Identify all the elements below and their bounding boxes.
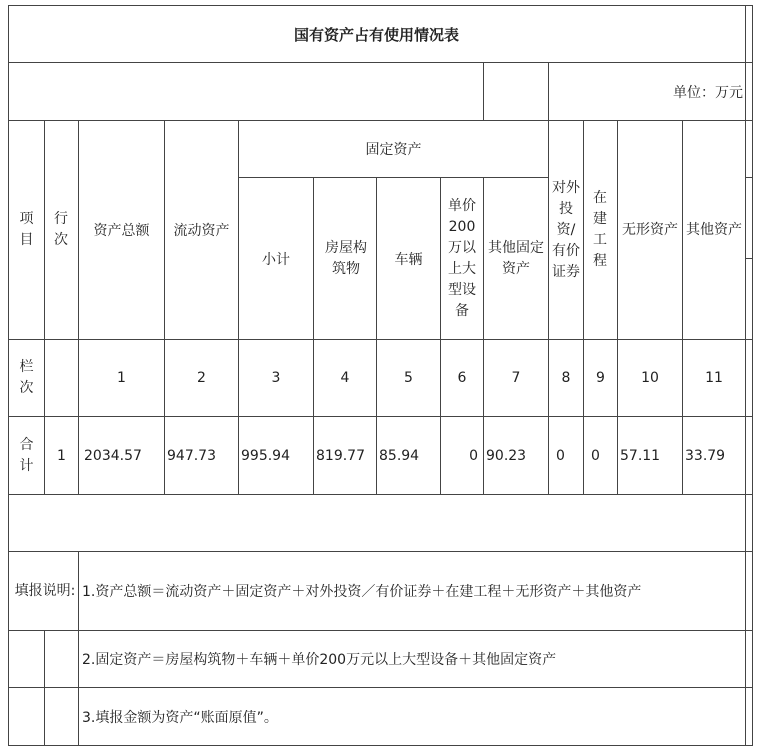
total-row-number: 1 [57, 447, 66, 464]
note-item-3: 3.填报金额为资产“账面原值”。 [82, 709, 278, 726]
note-item-1: 1.资产总额＝流动资产＋固定资产＋对外投资／有价证券＋在建工程＋无形资产＋其他资产 [82, 584, 642, 600]
total-row-label: 合计 [19, 436, 34, 474]
column-number: 5 [404, 370, 413, 386]
notes-label: 填报说明: [14, 583, 76, 599]
total-total-assets: 2034.57 [84, 447, 142, 464]
column-number: 3 [271, 370, 281, 386]
column-number: 1 [117, 370, 126, 386]
total-construction: 0 [591, 447, 600, 464]
column-number: 4 [340, 370, 350, 386]
column-number: 2 [197, 370, 206, 386]
header-row-no: 行次 [54, 211, 68, 248]
total-large-equipment: 0 [469, 447, 478, 464]
total-other-assets: 33.79 [685, 447, 726, 464]
column-number: 6 [457, 370, 467, 386]
header-other-assets: 其他资产 [686, 221, 742, 238]
column-number-label: 栏次 [19, 359, 34, 396]
header-buildings: 房屋构筑物 [325, 239, 367, 277]
header-item: 项目 [19, 211, 34, 248]
header-vehicles: 车辆 [394, 251, 423, 268]
unit-label: 单位：万元 [673, 84, 743, 101]
header-fixed-assets: 固定资产 [365, 142, 422, 158]
total-buildings: 819.77 [316, 447, 365, 464]
note-item-2: 2.固定资产＝房屋构筑物＋车辆＋单价200万元以上大型设备＋其他固定资产 [82, 652, 557, 668]
total-fixed-subtotal: 995.94 [241, 447, 290, 464]
header-intangible: 无形资产 [622, 221, 678, 238]
header-total-assets: 资产总额 [93, 223, 150, 239]
header-other-fixed: 其他固定资产 [488, 239, 544, 277]
header-current-assets: 流动资产 [173, 223, 230, 239]
total-investments: 0 [556, 447, 565, 464]
column-number: 8 [561, 370, 571, 386]
column-number: 11 [705, 370, 723, 386]
total-current-assets: 947.73 [167, 447, 216, 464]
total-other-fixed: 90.23 [486, 447, 527, 464]
column-number: 9 [596, 370, 605, 386]
header-construction: 在建工程 [593, 190, 607, 269]
header-investments: 对外投资/有价证券 [552, 179, 580, 280]
total-intangible: 57.11 [620, 447, 661, 464]
table-title: 国有资产占有使用情况表 [293, 25, 459, 44]
column-number: 10 [641, 370, 659, 386]
total-vehicles: 85.94 [379, 447, 420, 464]
header-large-equipment: 单价200万以上大型设备 [448, 197, 476, 319]
column-number: 7 [511, 370, 521, 386]
header-subtotal: 小计 [262, 251, 290, 268]
